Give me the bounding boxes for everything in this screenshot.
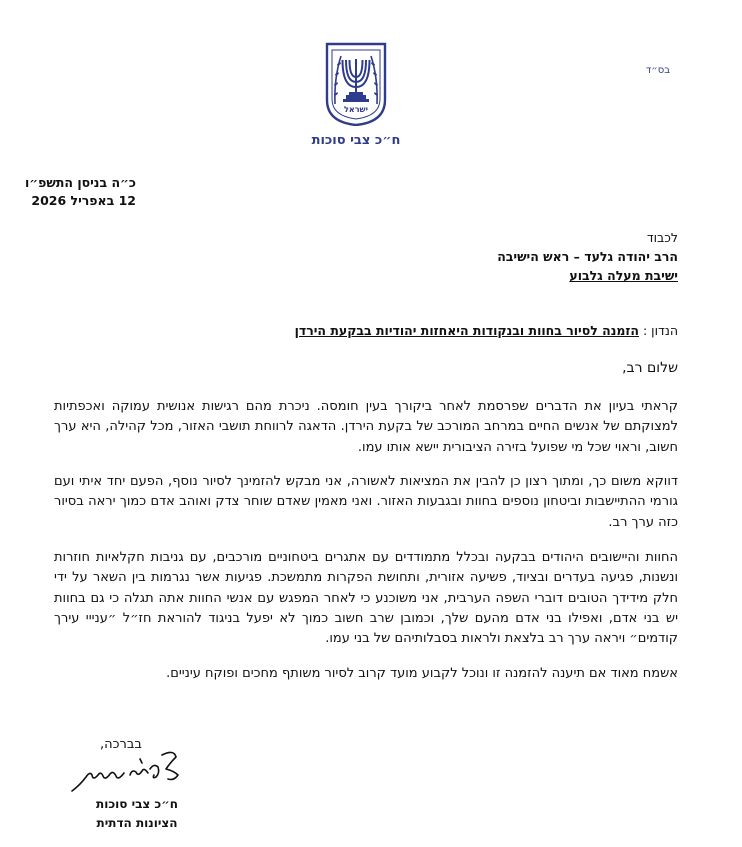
recipient-to: לכבוד <box>646 230 678 245</box>
paragraph: קראתי בעיון את הדברים שפרסמת לאחר ביקורך בעין חומסה. ניכרת מהם רגישות אנושית עמוקה ואכפתיות למצוקתם של אנשים החיים במרחב המורכב של בקעת הירדן. הדאגה לרווחת תושבי האזור, מכל קהילה, היא ערך חשוב, וראוי שכל מי שפועל בזירה הציבורית יישא אותו עמו. <box>54 399 678 455</box>
gregorian-date: 12 באפריל 2026 <box>31 193 136 208</box>
signer-name: ח״כ צבי סוכות <box>96 797 178 811</box>
paragraph: החוות והיישובים היהודים בבקעה ובכלל מתמודדים עם אתגרים ביטחוניים מורכבים, עם גניבות חקלאיות חוזרות ונשנות, פגיעה בעדרים ובציוד, פשיעה אזורית, ותחושת הפקרות מתמשכת. פגיעות אשר נגרמות בין השאר על ידי חלק מידידך הטובים דוברי השפה הערבית, אני משוכנע כי לאחר המפגש עם אנשי החוות אתה תגלה כי גם בחוות יש בני אדם, ואפילו בני אדם מהעם שלך, וכמובן שרב חשוב כמוך לא יפעל בניגוד להוראת חז״ל ״ענייי עירך קודמים״ ויראה ערך רב בלצאת ולראות בסבלותיהם של בני עמו. <box>54 550 678 647</box>
greeting: שלום רב, <box>622 360 678 376</box>
subject-line <box>295 323 678 338</box>
handwritten-signature <box>70 745 188 795</box>
signer-party: הציונות הדתית <box>96 816 178 830</box>
emblem-caption: ישראל <box>344 105 368 114</box>
bsd-mark: בס״ד <box>645 65 670 76</box>
letterhead-mk-name: ח״כ צבי סוכות <box>311 133 401 148</box>
state-emblem-icon <box>324 42 388 126</box>
paragraph: דווקא משום כך, ומתוך רצון כן להבין את המציאות לאשורה, אני מבקש להזמינך לסיור נוסף, הפעם יחד איתי ועם גורמי ההתיישבות וביטחון נוספים בחוות ובגבעות האזור. ואני מאמין שאדם שוחר צדק ואוהב אדם כמוך יראה בסיור כזה ערך רב. <box>54 474 678 530</box>
subject-label: הנדון : <box>643 323 678 338</box>
closing-blessing: בברכה, <box>100 737 142 752</box>
paragraph: אשמח מאוד אם תיענה להזמנה זו ונוכל לקבוע מועד קרוב לסיור משותף מחכים ופוקח עיניים. <box>166 666 678 681</box>
recipient-institution: ישיבת מעלה גלבוע <box>569 268 678 283</box>
recipient-name: הרב יהודה גלעד – ראש הישיבה <box>497 249 678 264</box>
hebrew-date: כ״ה בניסן התשפ״ו <box>25 175 136 190</box>
subject-text: הזמנה לסיור בחוות ובנקודות היאחזות יהודיות בבקעת הירדן <box>294 323 640 338</box>
